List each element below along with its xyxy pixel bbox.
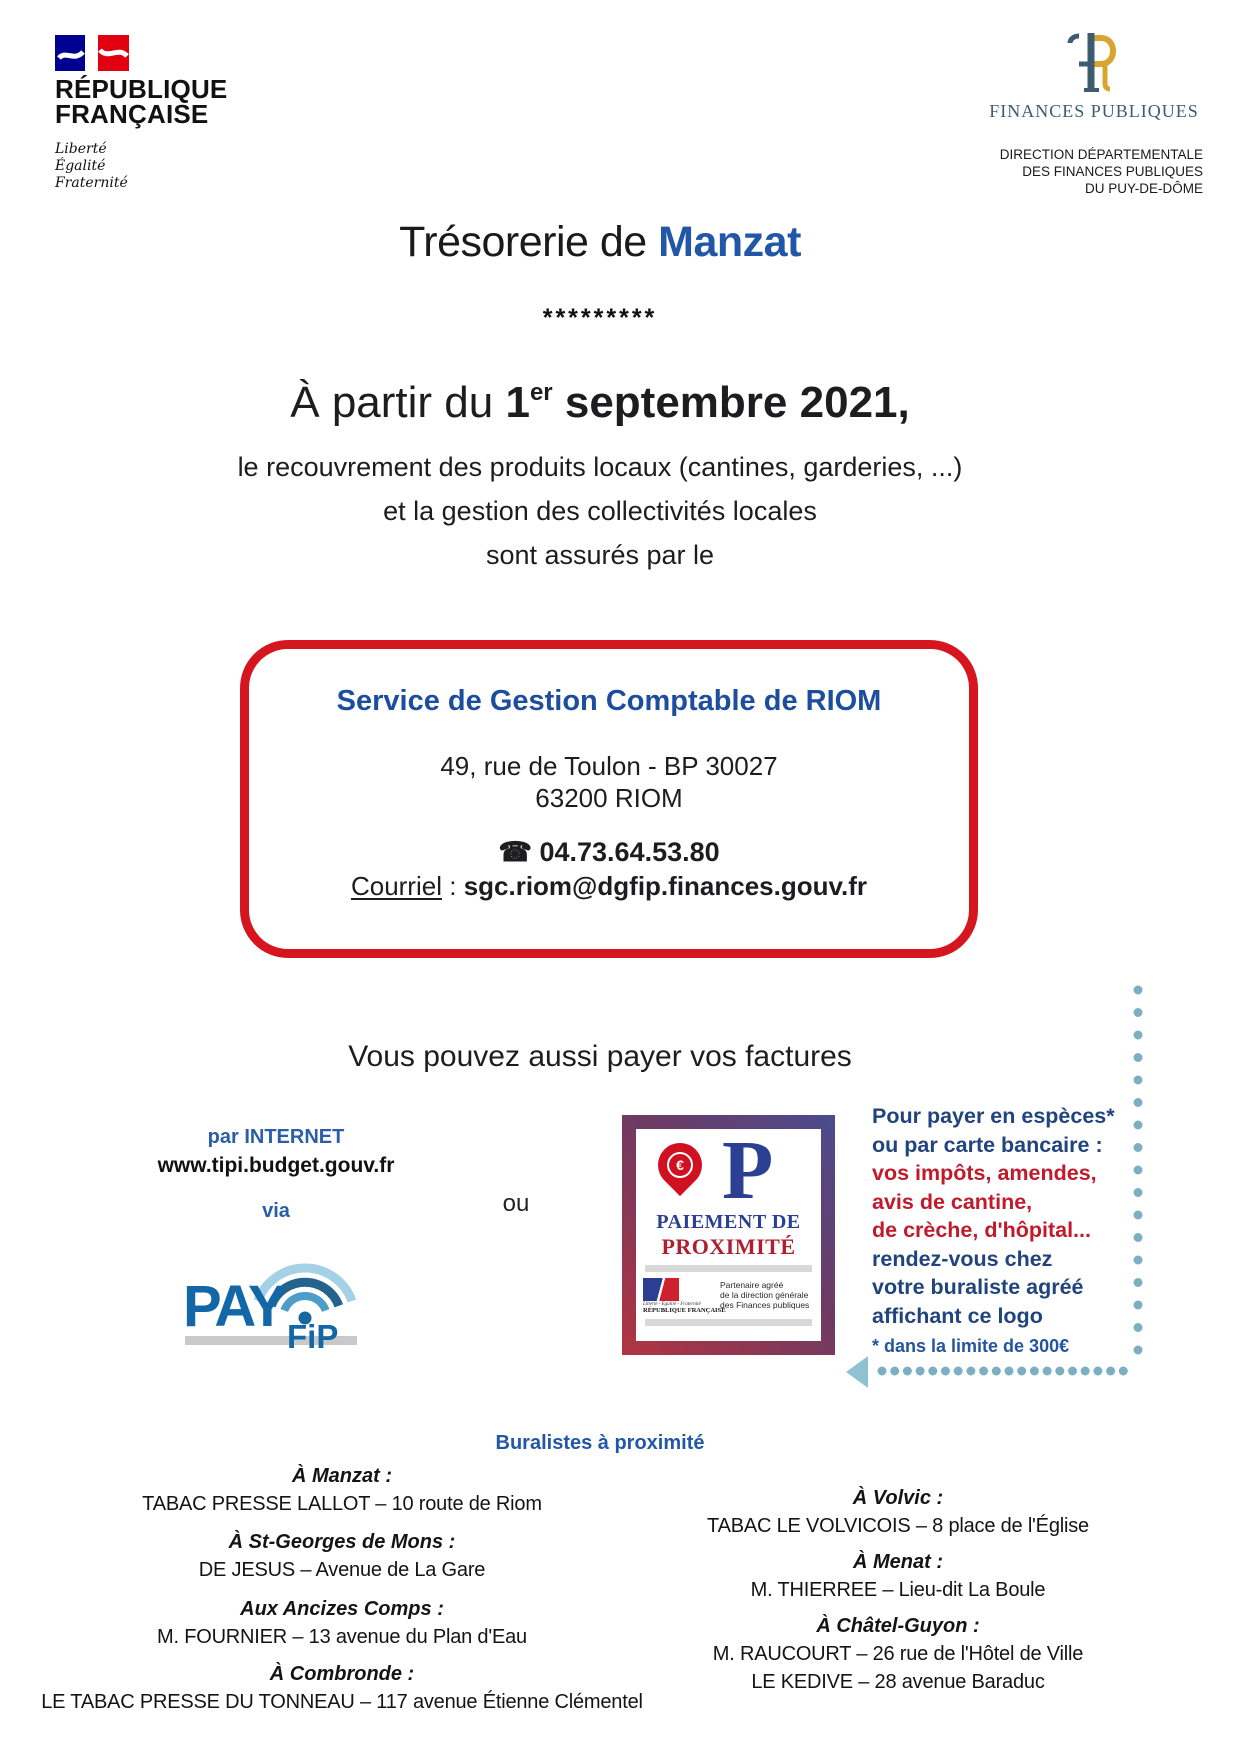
cash-line-3: vos impôts, amendes, xyxy=(872,1161,1097,1185)
city-label: À Menat : xyxy=(853,1551,943,1573)
direction-line3: DU PUY-DE-DÔME xyxy=(1084,181,1203,196)
shop-line: M. RAUCOURT – 26 rue de l'Hôtel de Ville xyxy=(712,1643,1084,1665)
flag-blue-band xyxy=(55,35,85,71)
page-title xyxy=(0,218,1200,267)
sgc-info-box xyxy=(240,640,978,958)
title-highlight: Manzat xyxy=(658,218,801,266)
payfip-arc-mid xyxy=(284,1296,325,1311)
email-colon: : xyxy=(449,871,457,901)
city-label: À St-Georges de Mons : xyxy=(228,1531,456,1553)
marianne-motto xyxy=(55,141,315,192)
cash-line-8: affichant ce logo xyxy=(872,1303,1043,1328)
sgc-phone-line xyxy=(249,837,969,868)
republique-name xyxy=(55,74,315,129)
cash-limit-note: * dans la limite de 300€ xyxy=(872,1336,1070,1356)
shop-line: M. FOURNIER – 13 avenue du Plan d'Eau xyxy=(157,1626,527,1648)
city-label: À Volvic : xyxy=(852,1487,944,1509)
shop-line: LE KEDIVE – 28 avenue Baraduc xyxy=(751,1671,1045,1693)
shop-line: LE TABAC PRESSE DU TONNEAU – 117 avenue Étienne Clémentel xyxy=(41,1691,643,1713)
date-prefix: À partir du xyxy=(290,378,506,427)
mini-flag-icon xyxy=(643,1278,679,1301)
phone-number: 04.73.64.53.80 xyxy=(539,837,720,867)
finances-publiques-logo xyxy=(929,28,1241,122)
shop-line: TABAC LE VOLVICOIS – 8 place de l'Église xyxy=(707,1515,1089,1537)
republique-francaise-logo xyxy=(55,35,315,192)
euro-icon: € xyxy=(667,1152,693,1178)
sgc-address-line1: 49, rue de Toulon - BP 30027 xyxy=(440,751,778,781)
horizontal-dotted-line xyxy=(874,1364,1132,1378)
badge-p-row xyxy=(636,1124,821,1217)
badge-divider xyxy=(645,1265,812,1272)
shop-line: M. THIERREE – Lieu-dit La Boule xyxy=(750,1579,1046,1601)
cash-line-2: ou par carte bancaire : xyxy=(872,1132,1103,1157)
effective-date-line xyxy=(0,378,1200,428)
badge-partner-row xyxy=(636,1276,821,1314)
title-prefix: Trésorerie de xyxy=(399,218,659,266)
or-label: ou xyxy=(502,1190,530,1217)
republique-line2: FRANÇAISE xyxy=(55,99,209,129)
mini-republique-name: RÉPUBLIQUE FRANÇAISE xyxy=(643,1307,726,1314)
partner-line2: de la direction générale xyxy=(720,1290,809,1300)
email-address: sgc.riom@dgfip.finances.gouv.fr xyxy=(463,871,868,901)
sgc-title: Service de Gestion Comptable de RIOM xyxy=(336,685,882,717)
cash-line-4: avis de cantine, xyxy=(872,1189,1033,1214)
fp-caption: FINANCES PUBLIQUES xyxy=(989,101,1199,121)
internet-label: par INTERNET xyxy=(207,1126,345,1148)
date-number: 1 xyxy=(505,378,530,427)
motto-liberte: Liberté xyxy=(55,141,107,157)
badge-inner xyxy=(636,1124,821,1341)
payment-heading: Vous pouvez aussi payer vos factures xyxy=(348,1040,852,1073)
sgc-email-line xyxy=(249,871,969,902)
direction-line1: DIRECTION DÉPARTEMENTALE xyxy=(999,147,1203,162)
badge-divider-bottom xyxy=(645,1319,812,1326)
flag-wave-decor xyxy=(55,35,85,71)
payfip-logo xyxy=(183,1238,363,1350)
tipi-url: www.tipi.budget.gouv.fr xyxy=(157,1154,395,1177)
cash-line-1: Pour payer en espèces* xyxy=(872,1104,1115,1128)
city-label: À Combronde : xyxy=(269,1663,415,1685)
partner-text xyxy=(720,1278,809,1314)
direction-line2: DES FINANCES PUBLIQUES xyxy=(1022,164,1203,179)
city-label: À Châtel-Guyon : xyxy=(816,1615,980,1637)
date-rest: septembre 2021, xyxy=(552,378,910,427)
motto-fraternite: Fraternité xyxy=(55,175,128,191)
flag-wave-decor xyxy=(98,35,129,71)
fp-monogram-icon xyxy=(1065,28,1123,94)
stars-separator: ********* xyxy=(542,304,658,332)
cash-line-7: votre buraliste agréé xyxy=(872,1275,1084,1299)
shop-line: DE JESUS – Avenue de La Gare xyxy=(198,1559,486,1581)
badge-line2: PROXIMITÉ xyxy=(661,1234,796,1259)
city-label: Aux Ancizes Comps : xyxy=(240,1598,444,1620)
buralistes-heading: Buralistes à proximité xyxy=(495,1432,705,1454)
paiement-proximite-badge xyxy=(622,1115,835,1355)
cash-line-5: de crèche, d'hôpital... xyxy=(872,1218,1091,1242)
date-ordinal: er xyxy=(529,379,553,406)
flag-white-band xyxy=(85,35,98,71)
left-arrow-icon xyxy=(846,1356,868,1388)
republique-line1: RÉPUBLIQUE xyxy=(55,74,228,104)
intro-line-1: le recouvrement des produits locaux (cantines, garderies, ...) xyxy=(237,452,963,482)
internet-payment-column xyxy=(116,1126,436,1223)
motto-egalite: Égalité xyxy=(55,158,106,174)
french-flag-icon xyxy=(55,35,129,71)
vertical-dotted-line xyxy=(1131,984,1145,1362)
badge-line1: PAIEMENT DE xyxy=(656,1211,801,1233)
city-label: À Manzat : xyxy=(292,1465,392,1487)
cash-payment-info xyxy=(872,1102,1152,1330)
payfip-fip-text: FiP xyxy=(287,1318,339,1350)
shop-line: TABAC PRESSE LALLOT – 10 route de Riom xyxy=(142,1493,542,1515)
cash-line-6: rendez-vous chez xyxy=(872,1246,1053,1271)
sgc-address-line2: 63200 RIOM xyxy=(535,783,683,813)
phone-icon: ☎ xyxy=(498,837,532,867)
partner-line3: des Finances publiques xyxy=(720,1300,810,1310)
partner-line1: Partenaire agréé xyxy=(720,1280,784,1290)
via-label: via xyxy=(262,1200,290,1222)
email-label: Courriel xyxy=(350,871,442,901)
mini-republique-logo xyxy=(643,1278,726,1314)
direction-departementale xyxy=(873,146,1203,197)
location-pin-icon xyxy=(649,1134,711,1196)
mini-motto: Liberté - Égalité - Fraternité xyxy=(643,1302,701,1307)
intro-line-2: et la gestion des collectivités locales xyxy=(383,496,817,526)
badge-p-letter: P xyxy=(722,1124,774,1217)
payfip-pay-text: PAY xyxy=(183,1274,284,1339)
intro-line-3: sont assurés par le xyxy=(485,540,715,570)
flag-red-band xyxy=(98,35,129,71)
